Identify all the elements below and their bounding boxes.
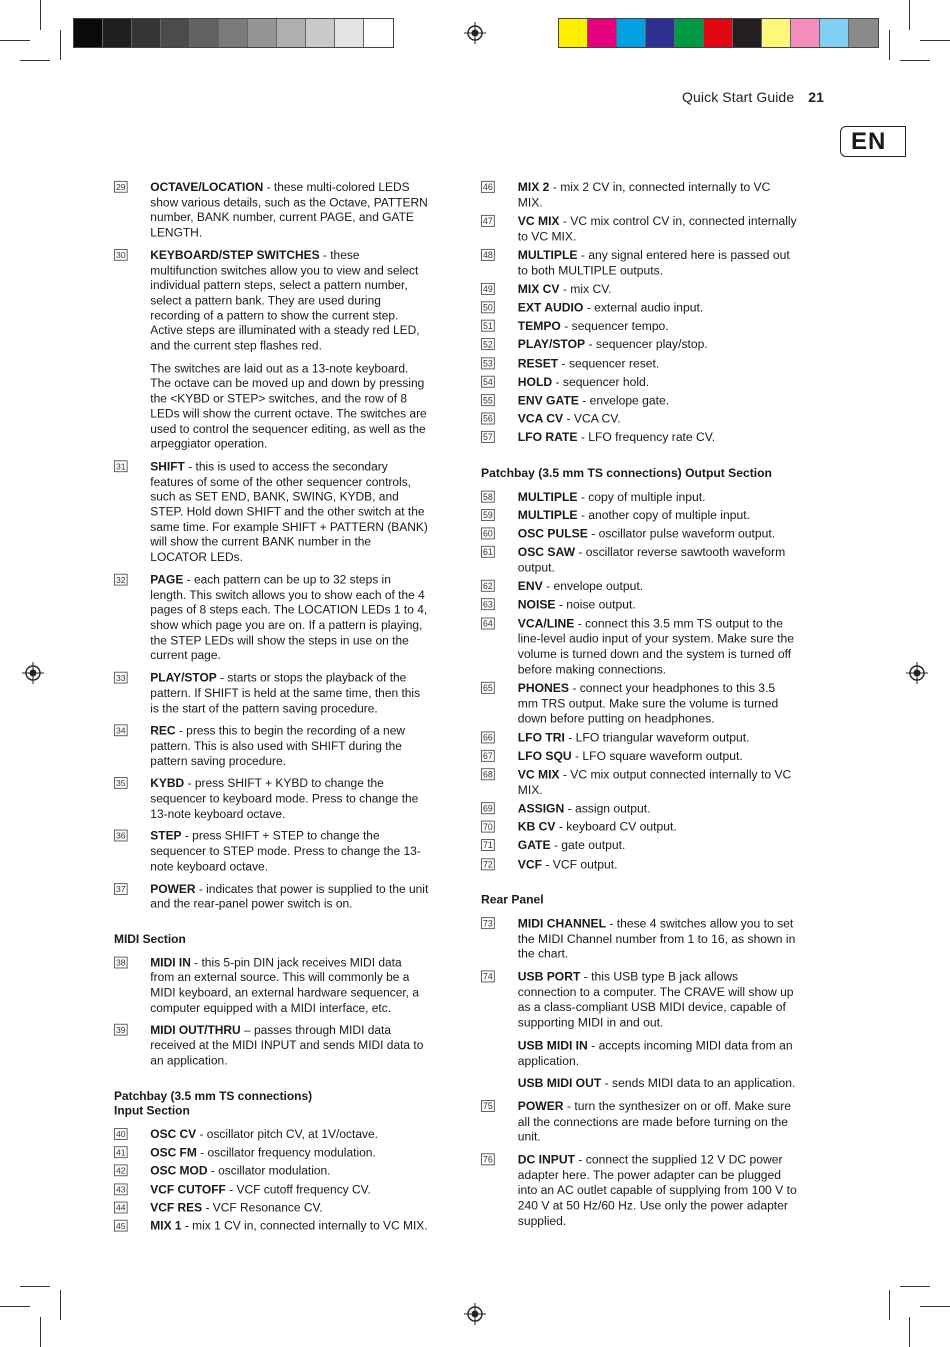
registration-mark-icon bbox=[906, 662, 928, 684]
item-description: - VCF output. bbox=[542, 856, 618, 871]
color-swatch bbox=[248, 19, 277, 47]
item-name: MIDI CHANNEL bbox=[517, 916, 606, 930]
item-number-badge: 61 bbox=[481, 546, 495, 558]
item-description: - sends MIDI data to an application. bbox=[601, 1076, 796, 1091]
list-item bbox=[481, 508, 798, 523]
rear-panel-list bbox=[481, 916, 798, 1031]
item-name: OSC SAW bbox=[517, 545, 576, 560]
item-number-badge: 53 bbox=[481, 357, 495, 369]
list-item bbox=[481, 214, 798, 245]
item-description: - another copy of multiple input. bbox=[577, 508, 750, 522]
item-name: VCA/LINE bbox=[517, 616, 575, 631]
control-list bbox=[114, 459, 429, 912]
item-number-badge: 58 bbox=[481, 490, 495, 502]
item-description: - VC mix control CV in, connected internally to VC MIX. bbox=[517, 213, 797, 244]
list-item bbox=[114, 955, 429, 1016]
item-number-badge: 30 bbox=[114, 249, 128, 261]
item-name: TEMPO bbox=[517, 318, 561, 333]
item-30-continuation: The switches are laid out as a 13-note keyboard. The octave can be moved up and down by pressing the <KYBD or STEP> switches, and the row of 8 LEDs will show the current octave. The switches are used to control the sequencer editing, as well as the arpeggiator operation. bbox=[150, 361, 427, 451]
list-item bbox=[114, 882, 429, 912]
list-item bbox=[481, 248, 798, 279]
item-name: OSC PULSE bbox=[517, 526, 588, 541]
crop-mark bbox=[920, 1306, 950, 1307]
item-name: VCF bbox=[517, 856, 543, 871]
item-number-badge: 72 bbox=[481, 858, 495, 870]
item-number-badge: 75 bbox=[481, 1100, 495, 1112]
sub-item bbox=[481, 1038, 798, 1069]
patchbay-input-list bbox=[481, 180, 798, 446]
list-item bbox=[114, 1146, 429, 1161]
color-swatch bbox=[849, 19, 878, 47]
list-item bbox=[481, 282, 798, 297]
item-description: - keyboard CV output. bbox=[555, 819, 677, 834]
item-description: - these multi-colored LEDS show various details, such as the Octave, PATTERN number, BANK number, current PAGE, and GATE LENGTH. bbox=[150, 180, 428, 240]
item-number-badge: 56 bbox=[481, 413, 495, 425]
item-description: - gate output. bbox=[550, 838, 626, 853]
list-item bbox=[481, 319, 798, 334]
item-description: - oscillator reverse sawtooth waveform output. bbox=[517, 545, 786, 575]
item-number-badge: 40 bbox=[114, 1128, 128, 1140]
right-column bbox=[481, 180, 798, 1237]
item-name: VCF CUTOFF bbox=[150, 1182, 226, 1196]
item-description: - oscillator frequency modulation. bbox=[196, 1145, 376, 1160]
item-number-badge: 63 bbox=[481, 599, 495, 611]
crop-mark bbox=[20, 60, 50, 61]
item-description: - mix CV. bbox=[559, 281, 612, 296]
list-item bbox=[481, 430, 798, 445]
item-description: - envelope output. bbox=[542, 579, 644, 593]
list-item bbox=[114, 1023, 429, 1068]
item-name: PHONES bbox=[517, 680, 569, 695]
color-swatch bbox=[617, 19, 646, 47]
item-number-badge: 64 bbox=[481, 617, 495, 629]
item-name: NOISE bbox=[517, 597, 556, 612]
list-item bbox=[481, 490, 798, 505]
item-description: - sequencer hold. bbox=[552, 374, 650, 389]
item-description: - this 5-pin DIN jack receives MIDI data from an external source. This will commonly be a MIDI keyboard, an external hardware sequencer, a computer equipped with a MIDI interface, etc. bbox=[150, 955, 419, 1015]
crop-mark bbox=[889, 30, 890, 60]
item-description: - VCF cutoff frequency CV. bbox=[225, 1182, 371, 1196]
item-name: OCTAVE/LOCATION bbox=[150, 180, 264, 194]
list-item bbox=[481, 545, 798, 576]
item-number-badge: 48 bbox=[481, 249, 495, 261]
item-description: - assign output. bbox=[564, 801, 651, 816]
item-number-badge: 29 bbox=[114, 181, 128, 193]
item-description: - press SHIFT + KYBD to change the sequencer to keyboard mode. Press to change the 13-note keyboard octave. bbox=[150, 776, 419, 821]
item-name: MIX CV bbox=[517, 281, 560, 296]
item-name: POWER bbox=[517, 1099, 564, 1113]
crop-mark bbox=[889, 1290, 890, 1320]
list-item bbox=[481, 393, 798, 408]
list-item bbox=[481, 970, 798, 1031]
item-description: - LFO square waveform output. bbox=[571, 748, 743, 763]
patchbay-input-list bbox=[114, 1127, 429, 1234]
color-swatch bbox=[335, 19, 364, 47]
item-name: ENV GATE bbox=[517, 393, 579, 407]
item-description: - accepts incoming MIDI data from an application. bbox=[517, 1038, 793, 1068]
item-description: - LFO frequency rate CV. bbox=[577, 430, 716, 445]
list-item bbox=[481, 598, 798, 613]
item-number-badge: 74 bbox=[481, 970, 495, 982]
item-description: - indicates that power is supplied to the unit and the rear-panel power switch is on. bbox=[150, 881, 429, 911]
item-name: LFO RATE bbox=[517, 430, 578, 445]
color-swatch bbox=[132, 19, 161, 47]
item-number-badge: 33 bbox=[114, 672, 128, 684]
item-number-badge: 39 bbox=[114, 1024, 128, 1036]
list-item bbox=[481, 801, 798, 816]
item-description: - turn the synthesizer on or off. Make sure all the connections are made before turning on the unit. bbox=[517, 1099, 792, 1144]
item-name: OSC CV bbox=[150, 1127, 197, 1141]
color-swatch bbox=[646, 19, 675, 47]
item-description: - VCA CV. bbox=[563, 411, 621, 426]
item-name: ENV bbox=[517, 579, 543, 593]
item-description: - sequencer reset. bbox=[558, 356, 660, 370]
list-item bbox=[114, 1127, 429, 1142]
color-swatch bbox=[588, 19, 617, 47]
item-name: OSC FM bbox=[150, 1145, 197, 1160]
item-name: RESET bbox=[517, 356, 559, 370]
color-swatch bbox=[791, 19, 820, 47]
item-name: DC INPUT bbox=[517, 1152, 576, 1167]
crop-mark bbox=[60, 30, 61, 60]
page-number: 21 bbox=[808, 89, 824, 105]
sub-item bbox=[481, 1076, 798, 1091]
item-number-badge: 34 bbox=[114, 725, 128, 737]
color-swatch bbox=[675, 19, 704, 47]
item-name: SHIFT bbox=[150, 459, 185, 474]
item-description: - press SHIFT + STEP to change the sequencer to STEP mode. Press to change the 13-note keyboard octave. bbox=[150, 829, 421, 874]
item-description: - external audio input. bbox=[583, 300, 704, 315]
item-number-badge: 41 bbox=[114, 1146, 128, 1158]
item-name: MIDI OUT/THRU bbox=[150, 1023, 241, 1037]
page-header bbox=[682, 89, 824, 105]
item-name: REC bbox=[150, 723, 176, 738]
item-description: - connect this 3.5 mm TS output to the line-level audio input of your system. Make sure the volume is turned down and the system is turned off before making connections. bbox=[517, 616, 794, 677]
list-item bbox=[481, 857, 798, 872]
item-name: KB CV bbox=[517, 819, 556, 834]
item-description: - sequencer tempo. bbox=[560, 318, 669, 333]
list-item bbox=[481, 412, 798, 427]
list-item bbox=[114, 724, 429, 769]
item-number-badge: 46 bbox=[481, 181, 495, 193]
item-name: MULTIPLE bbox=[517, 489, 578, 504]
item-name: MIX 2 bbox=[517, 180, 550, 194]
item-description: - VC mix output connected internally to VC MIX. bbox=[517, 767, 792, 797]
section-title-patchbay-input bbox=[114, 1089, 429, 1119]
color-swatch bbox=[103, 19, 132, 47]
list-item bbox=[481, 300, 798, 315]
item-name: MIDI IN bbox=[150, 955, 191, 970]
item-name: MIX 1 bbox=[150, 1218, 182, 1233]
list-item bbox=[481, 356, 798, 371]
item-description: - these multifunction switches allow you to view and select individual pattern steps, select a pattern number, select a pattern bank. They are used during recording of a pattern to show the current step. Active steps are illuminated with a steady red LED, and the current step flashes red. bbox=[150, 247, 420, 353]
language-badge: EN bbox=[840, 126, 906, 157]
item-name: USB MIDI OUT bbox=[517, 1076, 602, 1091]
left-column bbox=[114, 180, 429, 1237]
item-description: - this USB type B jack allows connection to a computer. The CRAVE will show up as a class-compliant USB MIDI device, capable of supporting MIDI in and out. bbox=[517, 969, 794, 1030]
midi-list bbox=[114, 955, 429, 1068]
item-number-badge: 45 bbox=[114, 1220, 128, 1232]
section-title-patchbay-output: Patchbay (3.5 mm TS connections) Output Section bbox=[481, 465, 772, 480]
item-description: - VCF Resonance CV. bbox=[202, 1200, 323, 1215]
list-item bbox=[114, 573, 429, 664]
color-bar bbox=[558, 18, 879, 48]
item-description: - mix 1 CV in, connected internally to VC MIX. bbox=[181, 1218, 428, 1233]
item-number-badge: 60 bbox=[481, 528, 495, 540]
list-item bbox=[114, 180, 429, 241]
color-swatch bbox=[733, 19, 762, 47]
list-item bbox=[114, 829, 429, 874]
item-number-badge: 69 bbox=[481, 802, 495, 814]
item-name: HOLD bbox=[517, 374, 553, 389]
item-number-badge: 76 bbox=[481, 1153, 495, 1165]
crop-mark bbox=[900, 60, 930, 61]
item-name: KYBD bbox=[150, 776, 185, 790]
item-number-badge: 31 bbox=[114, 460, 128, 472]
item-number-badge: 32 bbox=[114, 574, 128, 586]
crop-mark bbox=[0, 1306, 30, 1307]
item-description: - connect your headphones to this 3.5 mm TRS output. Make sure the volume is turned down before putting on headphones. bbox=[517, 680, 779, 726]
list-item bbox=[114, 1182, 429, 1197]
item-number-badge: 38 bbox=[114, 956, 128, 968]
color-swatch bbox=[190, 19, 219, 47]
item-name: PLAY/STOP bbox=[517, 337, 586, 352]
item-number-badge: 43 bbox=[114, 1183, 128, 1195]
crop-mark bbox=[40, 0, 41, 30]
section-title-rear-panel: Rear Panel bbox=[481, 892, 544, 907]
item-description: - mix 2 CV in, connected internally to VC MIX. bbox=[517, 180, 771, 210]
list-item bbox=[481, 1152, 798, 1229]
list-item bbox=[481, 730, 798, 745]
list-item bbox=[481, 838, 798, 853]
registration-mark-icon bbox=[22, 662, 44, 684]
item-number-badge: 71 bbox=[481, 839, 495, 851]
item-number-badge: 49 bbox=[481, 283, 495, 295]
list-item bbox=[114, 1219, 429, 1234]
item-number-badge: 70 bbox=[481, 821, 495, 833]
item-name: MULTIPLE bbox=[517, 247, 578, 262]
item-description: - connect the supplied 12 V DC power adapter here. The power adapter can be plugged into an AC outlet capable of supplying from 100 V to 240 V at 50 Hz/60 Hz. Use only the power adapter supplied. bbox=[517, 1152, 797, 1228]
item-description: – passes through MIDI data received at the MIDI INPUT and sends MIDI data to an application. bbox=[150, 1023, 424, 1068]
control-list bbox=[114, 180, 429, 354]
item-number-badge: 52 bbox=[481, 338, 495, 350]
item-number-badge: 42 bbox=[114, 1165, 128, 1177]
list-item bbox=[114, 248, 429, 354]
list-item bbox=[481, 527, 798, 542]
usb-sub-list bbox=[481, 1038, 798, 1091]
rear-panel-list bbox=[481, 1099, 798, 1229]
section-title-line: Patchbay (3.5 mm TS connections) bbox=[114, 1088, 313, 1103]
list-item bbox=[481, 681, 798, 727]
item-description: - oscillator pulse waveform output. bbox=[587, 526, 776, 541]
list-item bbox=[114, 459, 429, 565]
list-item bbox=[114, 671, 429, 716]
color-swatch bbox=[219, 19, 248, 47]
list-item bbox=[481, 375, 798, 390]
item-number-badge: 50 bbox=[481, 301, 495, 313]
header-title: Quick Start Guide bbox=[682, 89, 795, 105]
item-number-badge: 55 bbox=[481, 394, 495, 406]
item-description: - oscillator modulation. bbox=[207, 1163, 331, 1178]
item-number-badge: 68 bbox=[481, 768, 495, 780]
crop-mark bbox=[909, 0, 910, 30]
list-item bbox=[481, 579, 798, 594]
registration-mark-icon bbox=[464, 22, 486, 44]
item-description: - any signal entered here is passed out to both MULTIPLE outputs. bbox=[517, 247, 790, 277]
item-name: ASSIGN bbox=[517, 801, 565, 816]
item-name: OSC MOD bbox=[150, 1163, 208, 1178]
list-item bbox=[481, 616, 798, 677]
item-description: - each pattern can be up to 32 steps in length. This switch allows you to show each of the 4 pages of 8 steps each. The LOCATION LEDs 1 to 4, show which page you are on. If a pattern is playing, the STEP LEDs will show the steps in use on the current page. bbox=[150, 572, 428, 663]
item-number-badge: 37 bbox=[114, 883, 128, 895]
item-name: MULTIPLE bbox=[517, 508, 578, 522]
item-number-badge: 54 bbox=[481, 376, 495, 388]
item-name: KEYBOARD/STEP SWITCHES bbox=[150, 247, 320, 262]
list-item bbox=[481, 767, 798, 798]
crop-mark bbox=[0, 40, 30, 41]
list-item bbox=[481, 749, 798, 764]
list-item bbox=[114, 1201, 429, 1216]
item-description: - envelope gate. bbox=[578, 393, 670, 407]
item-name: GATE bbox=[517, 838, 551, 853]
registration-mark-icon bbox=[464, 1303, 486, 1325]
color-swatch bbox=[820, 19, 849, 47]
item-number-badge: 65 bbox=[481, 682, 495, 694]
item-number-badge: 51 bbox=[481, 320, 495, 332]
item-name: STEP bbox=[150, 829, 182, 843]
item-number-badge: 67 bbox=[481, 750, 495, 762]
list-item bbox=[481, 1099, 798, 1145]
item-description: - LFO triangular waveform output. bbox=[564, 730, 750, 744]
item-number-badge: 73 bbox=[481, 917, 495, 929]
list-item bbox=[481, 180, 798, 211]
crop-mark bbox=[900, 1286, 930, 1287]
crop-mark bbox=[20, 1286, 50, 1287]
item-number-badge: 47 bbox=[481, 215, 495, 227]
color-swatch bbox=[364, 19, 393, 47]
crop-mark bbox=[909, 1317, 910, 1347]
item-description: - press this to begin the recording of a new pattern. This is also used with SHIFT during the pattern saving procedure. bbox=[150, 723, 406, 768]
item-name: VC MIX bbox=[517, 213, 560, 228]
item-number-badge: 35 bbox=[114, 777, 128, 789]
item-number-badge: 66 bbox=[481, 731, 495, 743]
item-description: - oscillator pitch CV, at 1V/octave. bbox=[196, 1127, 378, 1141]
item-name: VCA CV bbox=[517, 411, 564, 426]
item-description: - copy of multiple input. bbox=[577, 489, 706, 504]
item-name: LFO SQU bbox=[517, 748, 572, 763]
item-number-badge: 62 bbox=[481, 580, 495, 592]
color-swatch bbox=[704, 19, 733, 47]
list-item bbox=[114, 1164, 429, 1179]
color-swatch bbox=[762, 19, 791, 47]
list-item bbox=[481, 337, 798, 352]
item-number-badge: 57 bbox=[481, 431, 495, 443]
item-name: USB MIDI IN bbox=[517, 1038, 588, 1053]
item-name: POWER bbox=[150, 881, 196, 896]
crop-mark bbox=[40, 1317, 41, 1347]
item-name: USB PORT bbox=[517, 969, 581, 984]
item-description: - starts or stops the playback of the pattern. If SHIFT is held at the same time, then this is the start of the pattern saving procedure. bbox=[150, 670, 421, 715]
section-title-midi: MIDI Section bbox=[114, 932, 186, 946]
item-number-badge: 36 bbox=[114, 830, 128, 842]
patchbay-output-list bbox=[481, 490, 798, 873]
color-swatch bbox=[161, 19, 190, 47]
item-name: VC MIX bbox=[517, 767, 560, 782]
item-description: - noise output. bbox=[555, 597, 636, 612]
item-name: LFO TRI bbox=[517, 730, 565, 744]
crop-mark bbox=[60, 1290, 61, 1320]
item-name: PLAY/STOP bbox=[150, 670, 217, 685]
item-name: EXT AUDIO bbox=[517, 300, 584, 315]
item-number-badge: 44 bbox=[114, 1201, 128, 1213]
item-name: VCF RES bbox=[150, 1200, 203, 1215]
item-name: PAGE bbox=[150, 572, 184, 587]
item-description: - sequencer play/stop. bbox=[585, 337, 708, 352]
color-swatch bbox=[559, 19, 588, 47]
list-item bbox=[481, 820, 798, 835]
item-description: - these 4 switches allow you to set the MIDI Channel number from 1 to 16, as shown in the chart. bbox=[517, 916, 796, 961]
item-number-badge: 59 bbox=[481, 509, 495, 521]
color-swatch bbox=[277, 19, 306, 47]
color-swatch bbox=[74, 19, 103, 47]
crop-mark bbox=[920, 40, 950, 41]
list-item bbox=[114, 776, 429, 821]
list-item bbox=[481, 916, 798, 962]
color-swatch bbox=[306, 19, 335, 47]
grayscale-bar bbox=[73, 18, 394, 48]
item-description: - this is used to access the secondary features of some of the other sequencer controls, such as SET END, BANK, SWING, KYDB, and STEP. Hold down SHIFT and the other switch at the same time. For example SHIFT + PATTERN (BANK) will show the current BANK number in the LOCATOR LEDs. bbox=[150, 459, 428, 564]
section-title-line: Input Section bbox=[114, 1103, 190, 1118]
